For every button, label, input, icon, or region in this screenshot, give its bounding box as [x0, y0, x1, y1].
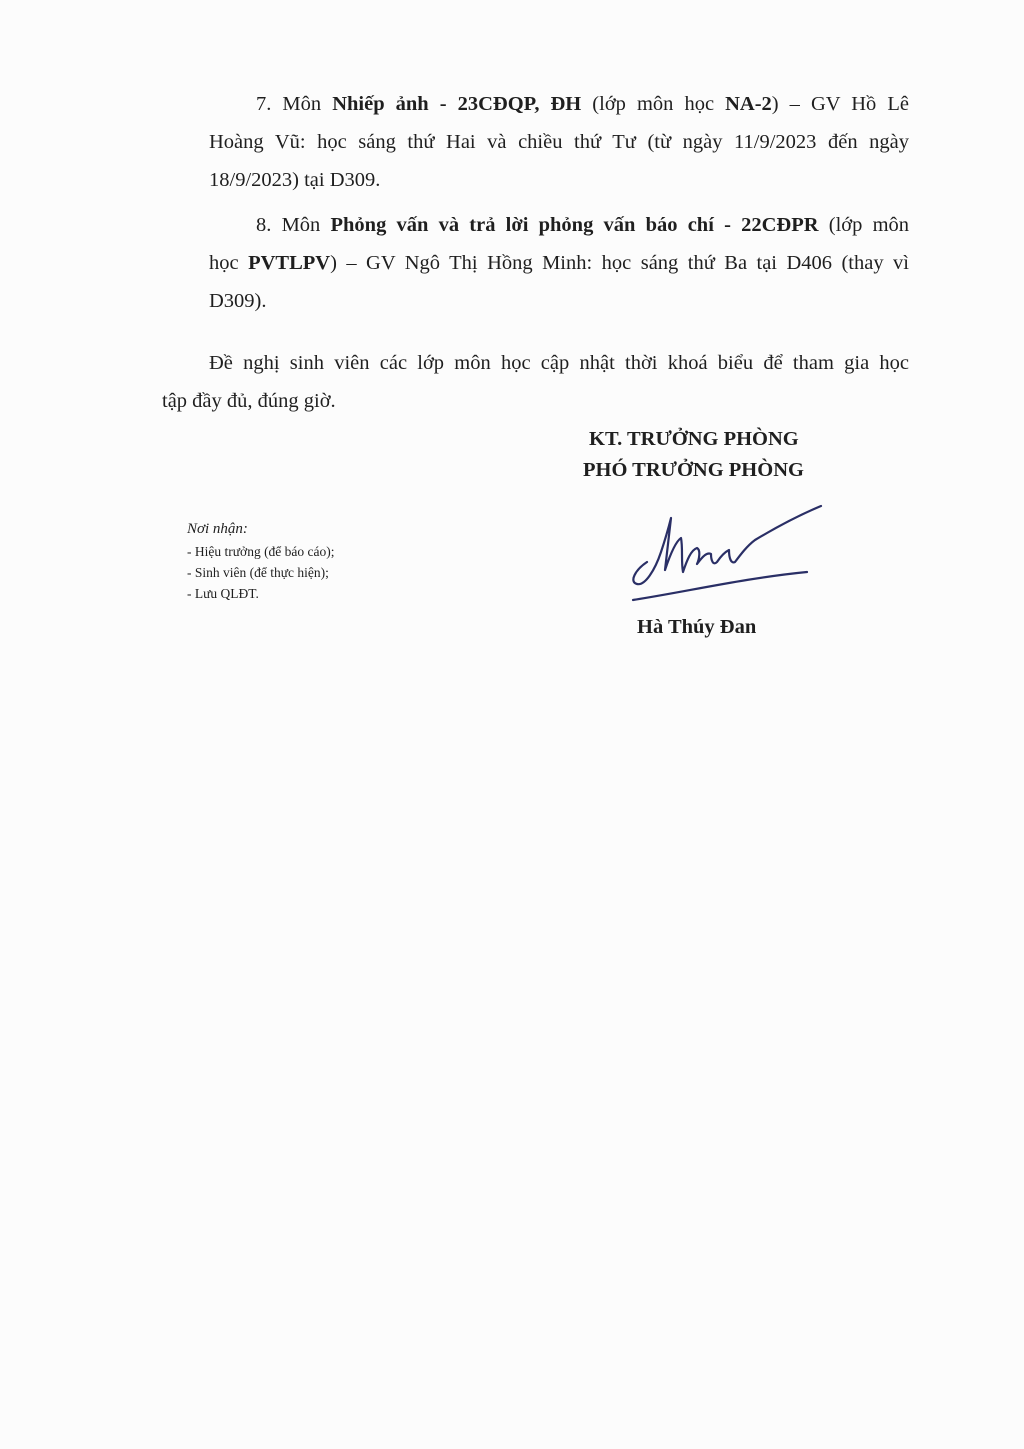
signature-title-1: KT. TRƯỞNG PHÒNG — [589, 428, 799, 450]
item-8-line-3: D309). — [209, 290, 267, 312]
item-8-line-2-rest: ) – GV Ngô Thị Hồng Minh: học sáng thứ Ba tại D406 (thay vì — [330, 252, 909, 274]
recipients-block — [187, 519, 335, 604]
closing-paragraph — [162, 344, 909, 420]
item-7-number: 7. — [256, 93, 272, 115]
item-8-line-2-prefix: học — [209, 252, 249, 274]
closing-line-1-text: Đề nghị sinh viên các lớp môn học cập nhật thời khoá biểu để tham gia học — [209, 352, 909, 374]
item-8-mid1: (lớp môn — [818, 214, 910, 236]
item-7-prefix: Môn — [271, 93, 333, 115]
signer-name: Hà Thúy Đan — [637, 616, 757, 638]
item-7-line-2: Hoàng Vũ: học sáng thứ Hai và chiều thứ Tư (từ ngày 11/9/2023 đến ngày — [209, 131, 909, 153]
recipient-item: - Lưu QLĐT. — [187, 586, 259, 601]
closing-line-1 — [162, 344, 909, 382]
item-7-line-1 — [209, 85, 909, 123]
item-8-number: 8. — [256, 214, 272, 236]
item-7-mid1: (lớp môn học — [581, 93, 726, 115]
item-8-prefix: Môn — [271, 214, 331, 236]
recipients-heading: Nơi nhận: — [187, 521, 248, 537]
item-7-class: NA-2 — [725, 93, 772, 115]
item-8-class: PVTLPV — [248, 252, 331, 274]
signature-title-2: PHÓ TRƯỞNG PHÒNG — [583, 459, 804, 481]
item-8-line-1 — [209, 206, 909, 244]
recipient-item: - Hiệu trưởng (để báo cáo); — [187, 544, 335, 559]
item-8-line-2 — [209, 244, 909, 282]
closing-line-2: tập đầy đủ, đúng giờ. — [162, 390, 336, 412]
item-7 — [209, 85, 909, 199]
recipient-item: - Sinh viên (để thực hiện); — [187, 565, 329, 580]
item-7-mid2: ) – GV Hồ Lê — [771, 93, 909, 115]
item-8 — [209, 206, 909, 320]
item-7-course: Nhiếp ảnh - 23CĐQP, ĐH — [332, 93, 582, 115]
handwritten-signature — [625, 500, 825, 610]
item-8-course: Phỏng vấn và trả lời phỏng vấn báo chí - 22CĐPR — [330, 214, 819, 236]
item-7-line-3: 18/9/2023) tại D309. — [209, 169, 381, 191]
